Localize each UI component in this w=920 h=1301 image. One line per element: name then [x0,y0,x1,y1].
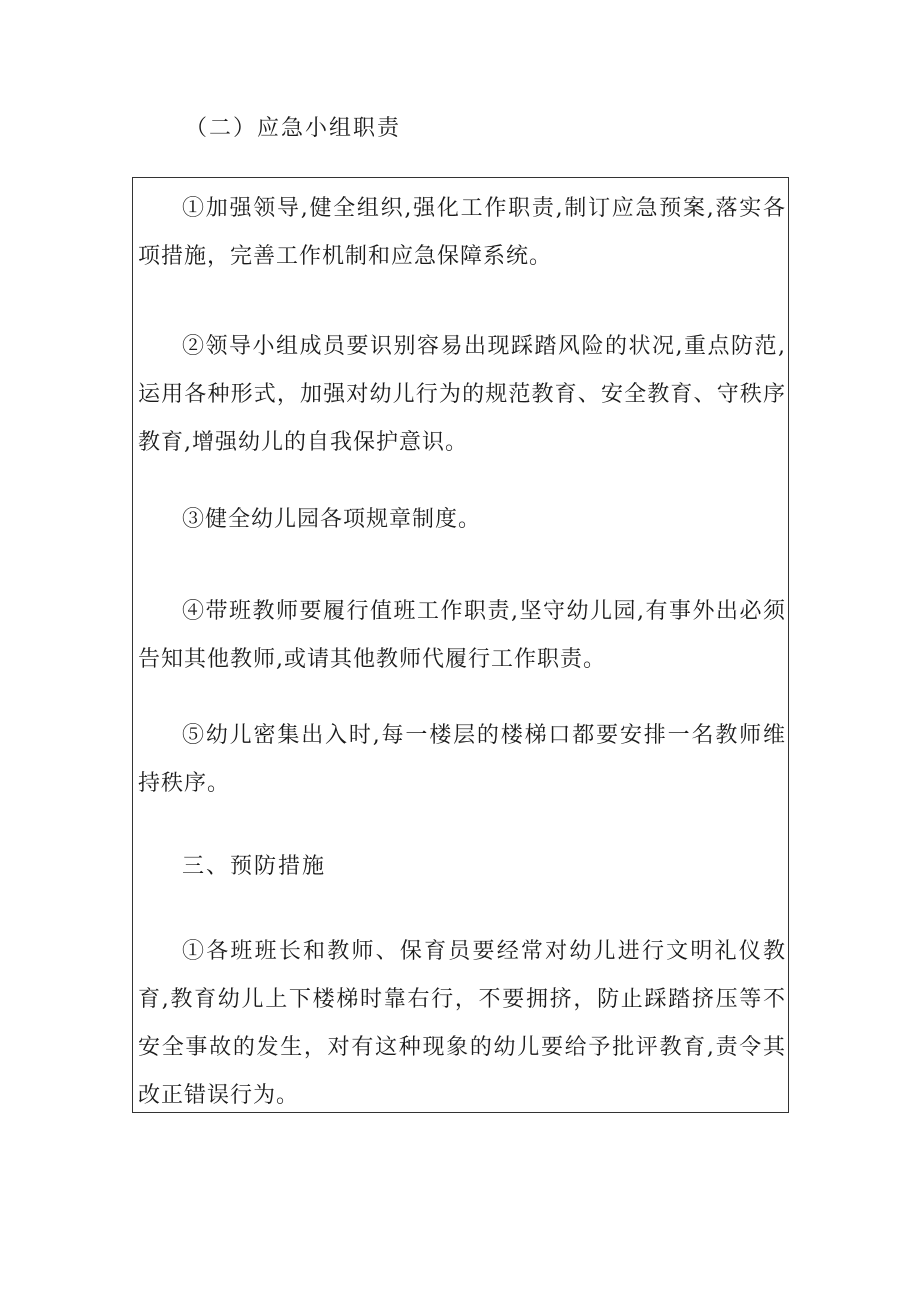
responsibility-paragraph-1: ①加强领导,健全组织,强化工作职责,制订应急预案,落实各项措施，完善工作机制和应急保障系统。 [138,196,786,269]
responsibility-paragraph-2: ②领导小组成员要识别容易出现踩踏风险的状况,重点防范,运用各种形式，加强对幼儿行为的规范教育、安全教育、守秩序教育,增强幼儿的自我保护意识。 [138,334,786,455]
responsibility-paragraph-3: ③健全幼儿园各项规章制度。 [182,507,482,532]
prevention-paragraph-1: ①各班班长和教师、保育员要经常对幼儿进行文明礼仪教育,教育幼儿上下楼梯时靠右行，不要拥挤，防止踩踏挤压等不安全事故的发生，对有这种现象的幼儿要给予批评教育,责令其改正错误行为。 [138,939,786,1108]
responsibility-paragraph-5: ⑤幼儿密集出入时,每一楼层的楼梯口都要安排一名教师维持秩序。 [138,723,786,796]
prevention-heading: 三、预防措施 [182,854,327,879]
section-heading: （二）应急小组职责 [185,116,402,141]
responsibility-paragraph-4: ④带班教师要履行值班工作职责,坚守幼儿园,有事外出必须告知其他教师,或请其他教师代履行工作职责。 [138,599,786,672]
content-box [132,177,789,1113]
